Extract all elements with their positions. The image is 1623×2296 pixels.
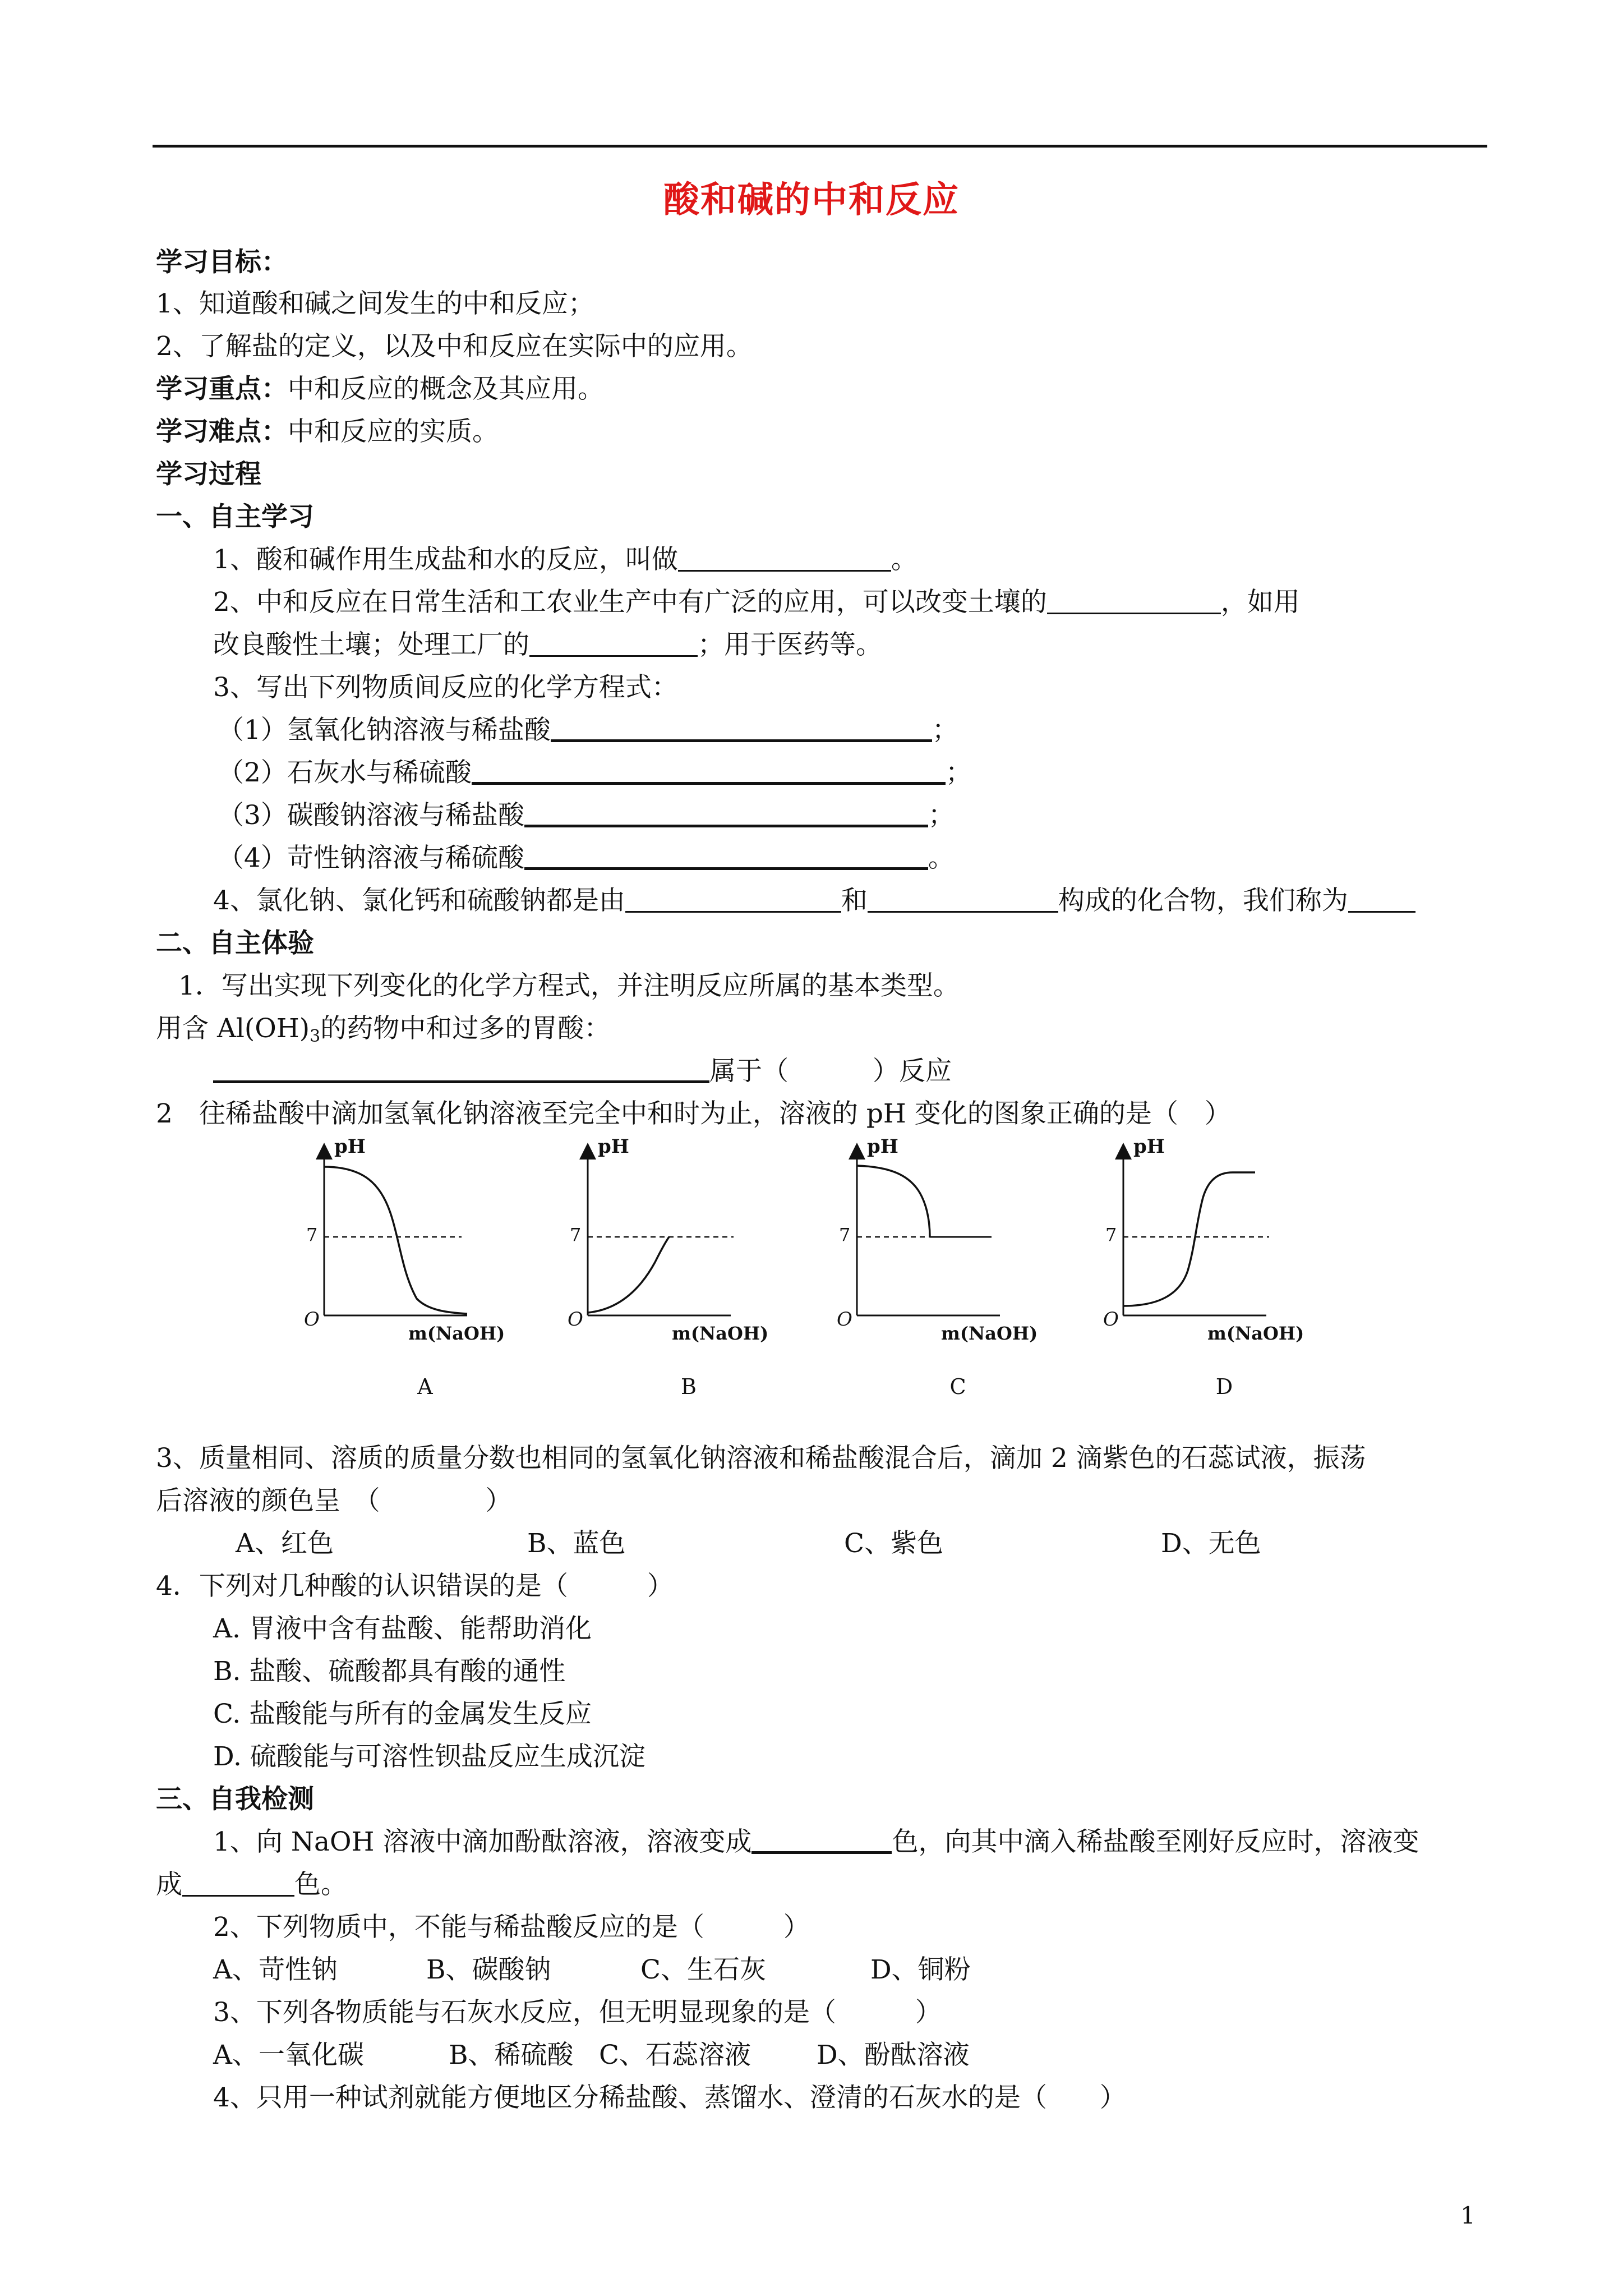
answer-blank[interactable] xyxy=(1348,886,1415,913)
option-d[interactable]: D、铜粉 xyxy=(870,1954,971,1985)
goal-2: 2、了解盐的定义，以及中和反应在实际中的应用。 xyxy=(156,331,753,362)
ph-chart-d[interactable] xyxy=(1103,1135,1353,1408)
option-c[interactable]: C、紫色 xyxy=(844,1528,943,1559)
equation-item xyxy=(218,714,958,747)
option-b[interactable]: B、碳酸钠 xyxy=(426,1954,551,1985)
x-axis-label: m(NaOH) xyxy=(941,1323,1038,1344)
s2-question-1: 1．写出实现下列变化的化学方程式，并注明反应所属的基本类型。 xyxy=(178,970,960,1001)
s1-q4-text-b: 和 xyxy=(841,885,868,916)
y-axis-label: pH xyxy=(867,1135,898,1158)
y-axis-label: pH xyxy=(598,1135,629,1158)
header-rule xyxy=(153,145,1487,148)
s1-q2-text-c: 改良酸性土壤；处理工厂的 xyxy=(213,629,529,660)
s1-q2-text-b: ，如用 xyxy=(1220,587,1300,618)
ph7-tick-label: 7 xyxy=(1105,1224,1117,1245)
punct: 。 xyxy=(928,843,955,873)
s3-question-4: 4、只用一种试剂就能方便地区分稀盐酸、蒸馏水、澄清的石灰水的是（ ） xyxy=(213,2082,1126,2113)
goals-heading: 学习目标： xyxy=(156,247,288,278)
s1-question-2 xyxy=(213,586,1300,619)
option-d[interactable]: D、无色 xyxy=(1161,1528,1261,1559)
equation-label: （3）碳酸钠溶液与稀盐酸 xyxy=(218,800,524,831)
answer-blank[interactable] xyxy=(678,545,891,572)
answer-blank[interactable] xyxy=(472,757,946,785)
difficulty-text: 中和反应的实质。 xyxy=(288,416,499,447)
subscript: 3 xyxy=(310,1027,321,1046)
origin-label: O xyxy=(837,1308,852,1331)
equation-item xyxy=(218,841,955,875)
s2-question-1-detail xyxy=(156,1012,610,1053)
answer-blank[interactable] xyxy=(1047,588,1221,614)
s1-question-2-cont xyxy=(213,628,882,662)
x-axis-label: m(NaOH) xyxy=(672,1323,769,1344)
process-heading: 学习过程 xyxy=(156,459,261,490)
option-d[interactable]: D. 硫酸能与可溶性钡盐反应生成沉淀 xyxy=(213,1741,645,1772)
x-axis-label: m(NaOH) xyxy=(408,1323,505,1344)
option-d[interactable]: D、酚酞溶液 xyxy=(817,2040,970,2070)
origin-label: O xyxy=(304,1308,320,1331)
s2-q1-type-pre: 属于（ xyxy=(709,1056,789,1087)
option-b[interactable]: B. 盐酸、硫酸都具有酸的通性 xyxy=(213,1656,566,1687)
section-3-heading: 三、自我检测 xyxy=(156,1784,314,1815)
equation-item xyxy=(218,799,955,832)
s2-question-3-cont: 后溶液的颜色呈 （ ） xyxy=(156,1485,512,1516)
ph-chart-d-plot xyxy=(1118,1144,1353,1380)
s2-q1-pre: 用含 Al(OH) xyxy=(156,1013,310,1044)
key-label: 学习重点： xyxy=(156,374,288,404)
answer-blank[interactable] xyxy=(551,715,932,742)
answer-blank[interactable] xyxy=(529,631,698,657)
answer-blank[interactable] xyxy=(625,886,841,913)
s2-question-2: 2 往稀盐酸中滴加氢氧化钠溶液至完全中和时为止，溶液的 pH 变化的图象正确的是（ ） xyxy=(156,1098,1231,1129)
s2-question-4: 4．下列对几种酸的认识错误的是（ ） xyxy=(156,1571,674,1602)
ph-curve xyxy=(588,1237,669,1313)
ph-chart-a-plot xyxy=(319,1144,554,1380)
x-axis-label: m(NaOH) xyxy=(1207,1323,1304,1344)
s1-question-3: 3、写出下列物质间反应的化学方程式： xyxy=(213,672,678,703)
ph7-tick-label: 7 xyxy=(839,1224,851,1245)
s3-q1-text-a: 1、向 NaOH 溶液中滴加酚酞溶液，溶液变成 xyxy=(213,1826,752,1857)
option-label: B xyxy=(681,1374,697,1399)
answer-blank[interactable] xyxy=(213,1056,709,1083)
option-label: A xyxy=(417,1374,433,1399)
answer-blank[interactable] xyxy=(524,843,928,870)
s2-q1-post: 的药物中和过多的胃酸： xyxy=(320,1013,611,1044)
ph-chart-a[interactable] xyxy=(304,1135,554,1408)
option-c[interactable]: C、生石灰 xyxy=(640,1954,766,1985)
s1-q4-text-a: 4、氯化钠、氯化钙和硫酸钠都是由 xyxy=(213,885,625,916)
s3-q1-text-d: 色。 xyxy=(294,1869,347,1900)
ph-chart-b[interactable] xyxy=(568,1135,818,1408)
s1-question-1 xyxy=(213,543,917,577)
s1-question-4 xyxy=(213,884,1415,918)
equation-label: （4）苛性钠溶液与稀硫酸 xyxy=(218,843,524,873)
equation-label: （2）石灰水与稀硫酸 xyxy=(218,757,472,788)
ph-chart-b-plot xyxy=(582,1144,818,1380)
ph-curve xyxy=(324,1167,467,1314)
answer-blank[interactable] xyxy=(524,800,928,827)
section-1-heading: 一、自主学习 xyxy=(156,501,314,532)
goal-1: 1、知道酸和碱之间发生的中和反应； xyxy=(156,288,594,319)
s2-question-3: 3、质量相同、溶质的质量分数也相同的氢氧化钠溶液和稀盐酸混合后，滴加 2 滴紫色的石蕊试液，振荡 xyxy=(156,1443,1366,1474)
s3-q1-text-c: 成 xyxy=(156,1869,182,1900)
difficulty-label: 学习难点： xyxy=(156,416,288,447)
option-label: C xyxy=(949,1374,966,1399)
option-a[interactable]: A、红色 xyxy=(236,1528,334,1559)
origin-label: O xyxy=(568,1308,583,1331)
section-2-heading: 二、自主体验 xyxy=(156,928,314,959)
punct: ； xyxy=(945,757,972,788)
y-axis-label: pH xyxy=(1133,1135,1165,1158)
y-axis-label: pH xyxy=(334,1135,366,1158)
ph-chart-c-plot xyxy=(851,1144,1087,1380)
ph-curve xyxy=(1123,1172,1255,1306)
ph7-tick-label: 7 xyxy=(570,1224,582,1245)
s2-question-1-answer xyxy=(213,1055,952,1088)
option-a[interactable]: A、一氧化碳 xyxy=(213,2040,364,2070)
difficulty-point xyxy=(156,415,499,449)
option-a[interactable]: A. 胃液中含有盐酸、能帮助消化 xyxy=(213,1613,592,1644)
punct: ； xyxy=(932,715,958,746)
s1-q1-end: 。 xyxy=(891,544,917,575)
option-label: D xyxy=(1215,1374,1233,1399)
ph-chart-c[interactable] xyxy=(837,1135,1087,1408)
s3-question-1 xyxy=(213,1825,1419,1859)
key-point xyxy=(156,372,604,406)
equation-label: （1）氢氧化钠溶液与稀盐酸 xyxy=(218,715,551,746)
answer-blank[interactable] xyxy=(182,1870,294,1897)
equation-item xyxy=(218,756,972,790)
option-a[interactable]: A、苛性钠 xyxy=(213,1954,338,1985)
answer-blank[interactable] xyxy=(868,886,1058,913)
punct: ； xyxy=(928,800,955,831)
origin-label: O xyxy=(1103,1308,1119,1331)
s2-q1-type-post: ）反应 xyxy=(873,1056,952,1087)
ph7-tick-label: 7 xyxy=(306,1224,318,1245)
page-number: 1 xyxy=(1460,2202,1476,2229)
s1-q2-text-d: ；用于医药等。 xyxy=(698,629,882,660)
option-c[interactable]: C. 盐酸能与所有的金属发生反应 xyxy=(213,1699,592,1729)
s3-question-2: 2、下列物质中，不能与稀盐酸反应的是（ ） xyxy=(213,1912,810,1943)
s3-q1-text-b: 色，向其中滴入稀盐酸至刚好反应时，溶液变 xyxy=(892,1826,1419,1857)
s1-q1-text: 1、酸和碱作用生成盐和水的反应，叫做 xyxy=(213,544,678,575)
answer-blank[interactable] xyxy=(751,1826,892,1854)
option-b[interactable]: B、蓝色 xyxy=(527,1528,626,1559)
s3-question-1-cont xyxy=(156,1868,347,1902)
option-c[interactable]: C、石蕊溶液 xyxy=(599,2040,751,2070)
option-b[interactable]: B、稀硫酸 xyxy=(449,2040,574,2070)
s1-q4-text-c: 构成的化合物，我们称为 xyxy=(1058,885,1348,916)
key-text: 中和反应的概念及其应用。 xyxy=(288,374,604,404)
s1-q2-text-a: 2、中和反应在日常生活和工农业生产中有广泛的应用，可以改变土壤的 xyxy=(213,587,1047,618)
ph-curve xyxy=(857,1166,930,1237)
s3-question-3: 3、下列各物质能与石灰水反应，但无明显现象的是（ ） xyxy=(213,1997,942,2028)
page-title: 酸和碱的中和反应 xyxy=(663,179,960,221)
